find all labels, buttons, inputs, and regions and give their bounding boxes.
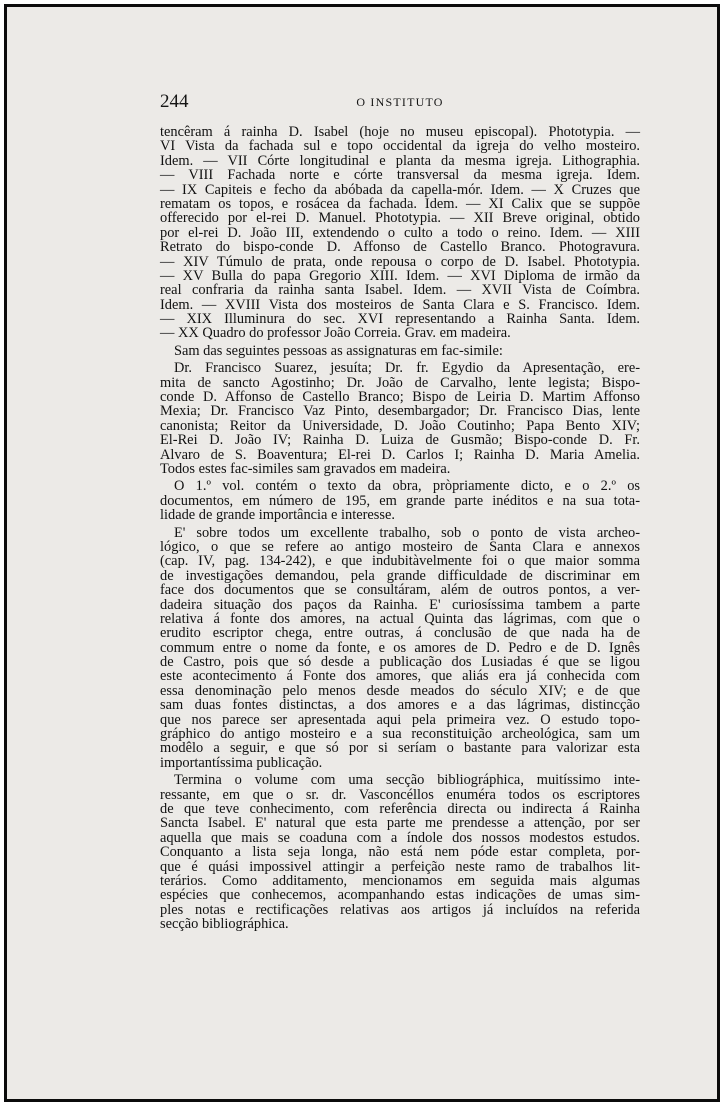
page-number: 244	[160, 91, 189, 112]
text-line: — XIV Túmulo de prata, onde repousa o corpo de D. Isabel. Phototypia.	[160, 253, 640, 270]
paragraph	[160, 344, 640, 358]
text-line: commum entre o nome da fonte, e os amores de D. Pedro e de D. Ignês	[160, 639, 640, 656]
text-line: de Castro, pois que só desde a publicação dos Lusiadas é que se ligou	[160, 654, 640, 671]
text-line: modêlo a seguir, e que só por si seríam o bastante para valorizar esta	[160, 740, 640, 757]
text-line: Todos estes fac-similes sam gravados em madeira.	[160, 460, 451, 477]
text-line: real confraria da rainha santa Isabel. Idem. — XVII Vista de Coímbra.	[160, 282, 640, 299]
text-line: espécies que conhecemos, acompanhando estas indicações de umas sim-	[160, 887, 640, 904]
text-line: Alvaro de S. Boaventura; El-rei D. Carlos I; Rainha D. Maria Amelia.	[160, 446, 640, 463]
text-line: secção bibliográphica.	[160, 916, 289, 933]
text-line: — XX Quadro do professor João Correia. Grav. em madeira.	[160, 325, 511, 342]
text-line: lógico, o que se refere ao antigo mosteiro de Santa Clara e annexos	[160, 538, 640, 555]
text-line: offerecido por el-rei D. Manuel. Phototypia. — XII Breve original, obtido	[160, 210, 640, 227]
text-line: face dos documentos que se consultáram, além de outros pontos, a ver-	[160, 582, 640, 599]
text-line: aquella que mais se coaduna com a índole dos nossos modestos estudos.	[160, 829, 640, 846]
text-line: terários. Como additamento, mencionamos em seguida mais algumas	[160, 872, 640, 889]
text-line: — IX Capiteis e fecho da abóbada da capella-mór. Idem. — X Cruzes que	[160, 181, 640, 198]
text-line: — VIII Fachada norte e córte transversal da mesma igreja. Idem.	[160, 167, 640, 184]
text-line: Termina o volume com uma secção bibliográphica, muitíssimo inte-	[174, 772, 640, 789]
text-line: E' sobre todos um excellente trabalho, sob o ponto de vista archeo-	[174, 524, 640, 541]
text-line: gráphico do antigo mosteiro e a sua reconstituição archeológica, sam um	[160, 726, 640, 743]
text-line: — XIX Illuminura do sec. XVI representando a Rainha Santa. Idem.	[160, 311, 640, 328]
text-line: que é quási impossivel attingir a perfeição neste ramo de trabalhos lit-	[160, 858, 640, 875]
text-line: O 1.º vol. contém o texto da obra, pròpriamente dicto, e o 2.º os	[174, 478, 640, 495]
text-line: rematam os topos, e rosácea da fachada. Idem. — XI Calix que se suppõe	[160, 195, 640, 212]
text-line: (cap. IV, pag. 134-242), e que indubitàvelmente foi o que maior somma	[160, 553, 640, 570]
text-line: Conquanto a lista seja longa, não está nem póde estar completa, por-	[160, 844, 640, 861]
text-line: relativa á fonte dos amores, na actual Quinta das lágrimas, com que o	[160, 610, 640, 627]
paragraph	[160, 125, 640, 341]
paragraph	[160, 526, 640, 771]
text-line: de investigações demandou, pela grande difficuldade de discriminar em	[160, 567, 640, 584]
text-line: — XV Bulla do papa Gregorio XIII. Idem. — XVI Diploma de irmão da	[160, 267, 640, 284]
text-line: por el-rei D. João III, extendendo o culto a todo o reino. Idem. — XIII	[160, 224, 640, 241]
text-line: Sancta Isabel. E' natural que esta parte me prendesse a attenção, por ser	[160, 815, 640, 832]
paragraph	[160, 773, 640, 931]
text-line: Idem. — VII Córte longitudinal e planta da mesma igreja. Lithographia.	[160, 152, 640, 169]
text-line: VI Vista da fachada sul e topo occidental da igreja do velho mosteiro.	[160, 138, 640, 155]
text-line: conde D. Affonso de Castello Branco; Bispo de Leiria D. Martim Affonso	[160, 389, 640, 406]
running-title: O INSTITUTO	[356, 95, 444, 109]
text-line: mita de sancto Agostinho; Dr. João de Carvalho, lente legista; Bispo-	[160, 374, 640, 391]
text-line: canonista; Reitor da Universidade, D. João Coutinho; Papa Bento XIV;	[160, 417, 640, 434]
text-line: sam duas fontes distinctas, a dos amores e a das lágrimas, distincção	[160, 697, 640, 714]
text-line: que nos parece ser apresentada aqui pela primeira vez. O estudo topo-	[160, 711, 640, 728]
text-line: dadeira situação dos paços da Rainha. E' curiosíssima tambem a parte	[160, 596, 640, 613]
text-line: essa denominação pelo menos desde meados do século XIV; e de que	[160, 682, 640, 699]
text-line: ples notas e rectificações relativas aos artigos já incluídos na referida	[160, 901, 640, 918]
page-header	[160, 91, 640, 115]
text-line: importantíssima publicação.	[160, 754, 323, 771]
text-line: Sam das seguintes pessoas as assignaturas em fac-simile:	[174, 342, 503, 359]
body-text	[160, 125, 640, 931]
text-line: documentos, em número de 195, em grande parte inéditos e na sua tota-	[160, 492, 640, 509]
text-line: ressante, em que o sr. dr. Vasconcéllos enuméra todos os escriptores	[160, 786, 640, 803]
text-line: Idem. — XVIII Vista dos mosteiros de Santa Clara e S. Francisco. Idem.	[160, 296, 640, 313]
text-line: El-Rei D. João IV; Rainha D. Luiza de Gusmão; Bispo-conde D. Fr.	[160, 432, 640, 449]
text-line: Dr. Francisco Suarez, jesuíta; Dr. fr. Egydio da Apresentação, ere-	[174, 360, 640, 377]
paragraph	[160, 361, 640, 476]
text-line: este acontecimento á Fonte dos amores, que aliás era já conhecida com	[160, 668, 640, 685]
text-line: de que teve conhecimento, com referência directa ou indirecta á Rainha	[160, 800, 640, 817]
text-line: Retrato do bispo-conde D. Affonso de Castello Branco. Photogravura.	[160, 239, 640, 256]
text-line: erudito escriptor chega, entre outras, á conclusão de que nada ha de	[160, 625, 640, 642]
text-line: tencêram á rainha D. Isabel (hoje no museu episcopal). Phototypia. —	[160, 124, 640, 140]
text-line: Mexia; Dr. Francisco Vaz Pinto, desembargador; Dr. Francisco Dias, lente	[160, 403, 640, 420]
text-line: lidade de grande importância e interesse.	[160, 507, 395, 524]
paragraph	[160, 479, 640, 522]
